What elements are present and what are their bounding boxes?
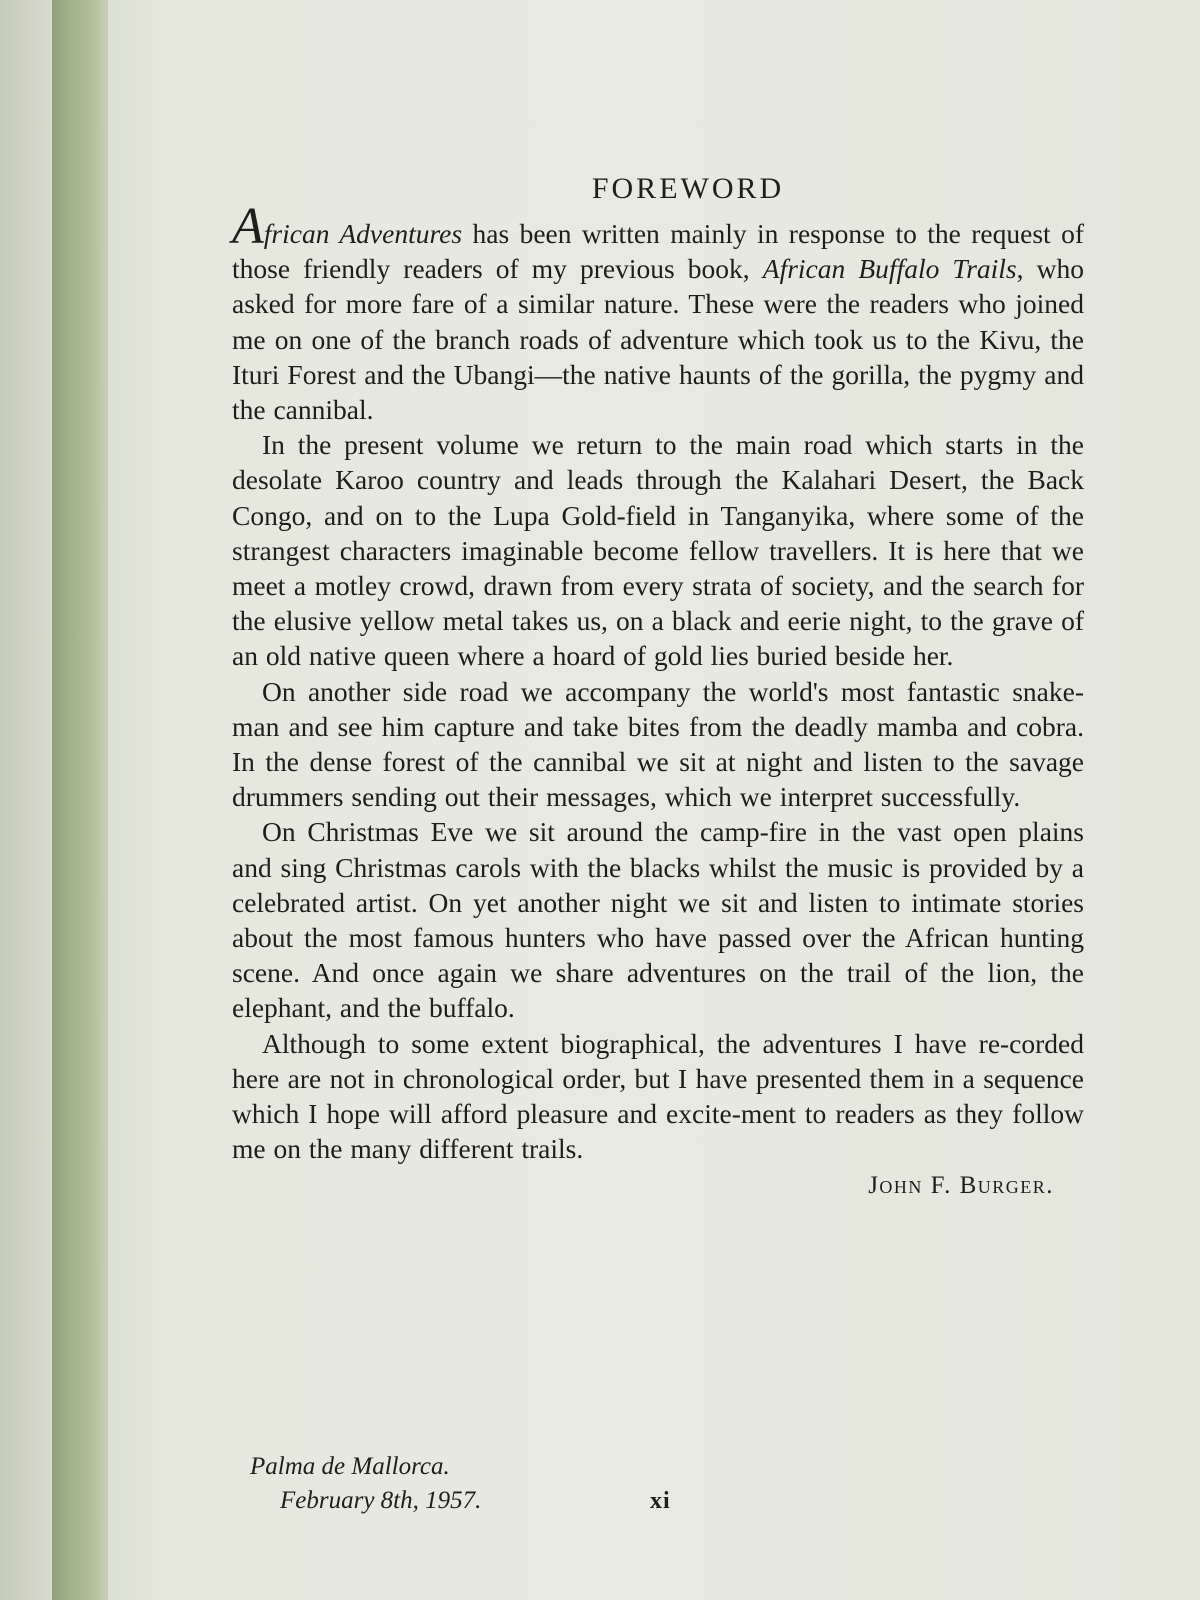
paragraph-4: On Christmas Eve we sit around the camp-fire in the vast open plains and sing Christmas carols with the blacks whilst the music is provided by a celebrated artist. On yet another night we sit and listen to intimate stories about the most famous hunters who have passed over the African hunting scene. And once again we share adventures on the trail of the lion, the elephant, and the buffalo. [232, 816, 1084, 1024]
paragraph-2: In the present volume we return to the main road which starts in the desolate Karoo country and leads through the Kalahari Desert, the Back Congo, and on to the Lupa Gold-field in Tanganyika, where some of the strangest characters imaginable become fellow travellers. It is here that we meet a motley crowd, drawn from every strata of society, and the search for the elusive yellow metal takes us, on a black and eerie night, to the grave of an old native queen where a hoard of gold lies buried beside her. [232, 429, 1084, 672]
book-title-african-buffalo-trails: African Buffalo Trails [762, 253, 1017, 285]
paragraph-1-text-a: has been written mainly in response to the request of those friendly readers of my previous book, [232, 218, 1085, 285]
facing-page-edge [0, 0, 52, 1600]
drop-cap: A [232, 198, 264, 255]
place-line: Palma de Mallorca. [250, 1453, 450, 1480]
page-number: xi [650, 1488, 671, 1514]
book-title-african-adventures: frican Adventures [263, 218, 463, 249]
book-spine-band [52, 0, 108, 1600]
author-signature: John F. Burger. [868, 1172, 1054, 1200]
paragraph-5: Although to some extent biographical, the adventures I have re-corded here are not in chronological order, but I have presented them in a sequence which I hope will afford pleasure and excite-ment to readers as they follow me on the many different trails. [232, 1027, 1084, 1165]
place-and-date [250, 1450, 481, 1518]
paragraph-1-text-b: , who asked for more fare of a similar nature. These were the readers who joined me on one of the branch roads of adventure which took us to the Kivu, the Ituri Forest and the Ubangi—the native haunts of the gorilla, the pygmy and the cannibal. [232, 253, 1084, 426]
paragraph-3: On another side road we accompany the world's most fantastic snake-man and see him capture and take bites from the deadly mamba and cobra. In the dense forest of the cannibal we sit at night and listen to the savage drummers sending out their messages, which we interpret successfully. [232, 675, 1084, 813]
paragraph-1 [232, 198, 1085, 427]
date-line: February 8th, 1957. [280, 1487, 482, 1514]
foreword-body [232, 172, 1084, 1200]
page-title: FOREWORD [591, 172, 785, 205]
